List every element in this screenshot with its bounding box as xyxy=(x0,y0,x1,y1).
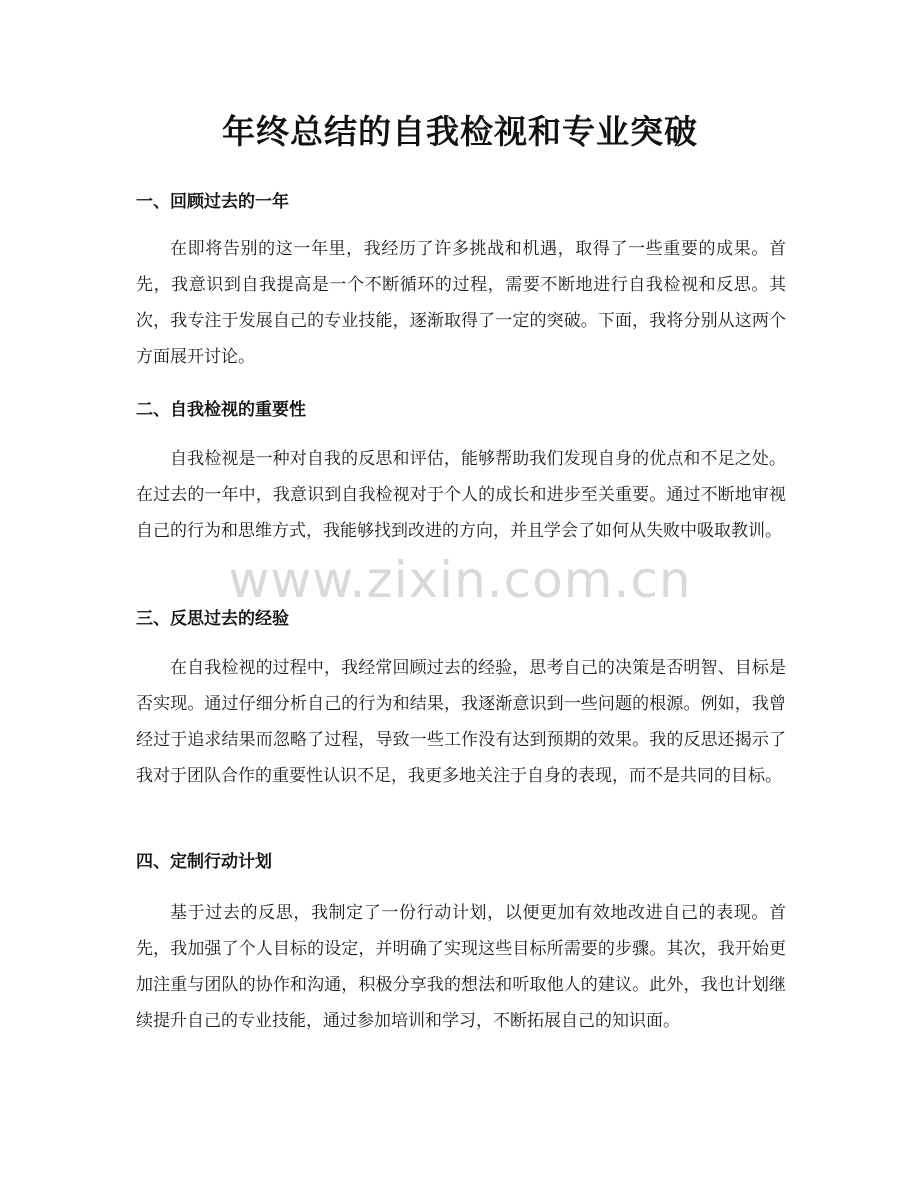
document-title: 年终总结的自我检视和专业突破 xyxy=(222,112,698,151)
section-heading-2: 二、自我检视的重要性 xyxy=(136,400,306,420)
section-paragraph-1: 在即将告别的这一年里，我经历了许多挑战和机遇，取得了一些重要的成果。首先，我意识到自我提高是一个不断循环的过程，需要不断地进行自我检视和反思。其次，我专注于发展自己的专业技能，逐渐取得了一定的突破。下面，我将分别从这两个方面展开讨论。 xyxy=(136,239,786,367)
section-paragraph-4: 基于过去的反思，我制定了一份行动计划，以便更加有效地改进自己的表现。首先，我加强了个人目标的设定，并明确了实现这些目标所需要的步骤。其次，我开始更加注重与团队的协作和沟通，积极分享我的想法和听取他人的建议。此外，我也计划继续提升自己的专业技能，通过参加培训和学习，不断拓展自己的知识面。 xyxy=(136,903,786,1031)
section-heading-1: 一、回顾过去的一年 xyxy=(136,192,289,212)
watermark-text: www.zixin.com.cn xyxy=(228,551,692,609)
section-heading-3: 三、反思过去的经验 xyxy=(136,609,289,629)
section-heading-4: 四、定制行动计划 xyxy=(136,852,272,872)
section-paragraph-2: 自我检视是一种对自我的反思和评估，能够帮助我们发现自身的优点和不足之处。在过去的一年中，我意识到自我检视对于个人的成长和进步至关重要。通过不断地审视自己的行为和思维方式，我能够找到改进的方向，并且学会了如何从失败中吸取教训。 xyxy=(136,449,786,541)
section-paragraph-3: 在自我检视的过程中，我经常回顾过去的经验，思考自己的决策是否明智、目标是否实现。通过仔细分析自己的行为和结果，我逐渐意识到一些问题的根源。例如，我曾经过于追求结果而忽略了过程，导致一些工作没有达到预期的效果。我的反思还揭示了我对于团队合作的重要性认识不足，我更多地关注于自身的表现，而不是共同的目标。 xyxy=(136,658,786,786)
